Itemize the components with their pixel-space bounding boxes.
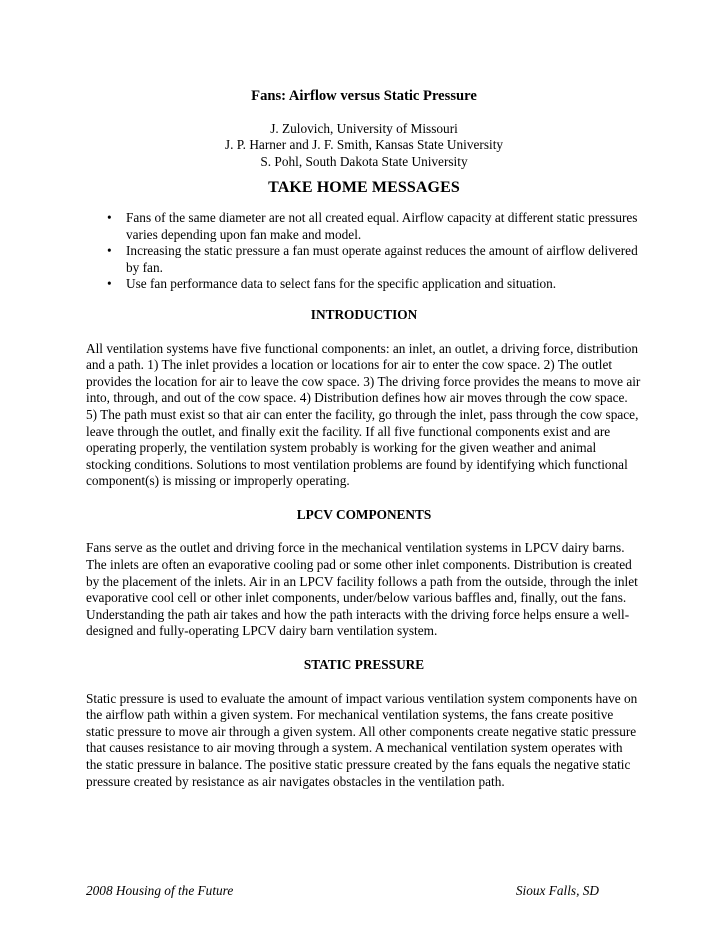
author-line: J. Zulovich, University of Missouri — [270, 120, 458, 136]
footer-left-text: 2008 Housing of the Future — [86, 883, 234, 898]
take-home-item-text: Fans of the same diameter are not all created equal. Airflow capacity at different static pressures varies depending upon fan make and model. — [126, 209, 638, 242]
bullet-icon: • — [107, 276, 112, 292]
take-home-item-text: Increasing the static pressure a fan must operate against reduces the amount of airflow delivered by fan. — [126, 243, 638, 275]
author-block — [86, 121, 642, 171]
static-pressure-heading: STATIC PRESSURE — [303, 657, 425, 673]
lpcv-components-heading: LPCV COMPONENTS — [296, 506, 432, 522]
introduction-heading: INTRODUCTION — [310, 306, 418, 322]
take-home-item — [107, 243, 642, 276]
footer-right-text: Sioux Falls, SD — [515, 883, 599, 898]
lpcv-components-paragraph: Fans serve as the outlet and driving force in the mechanical ventilation systems in LPCV dairy barns. The inlets are often an evaporative cooling pad or some other inlet components. Distribution is created by the placement of the inlets. Air in an LPCV facility follows a path from the outside, through the inlet evaporative cool cell or other inlet components, under/below various baffles and, finally, out the fans. Understanding the path air takes and how the path interacts with the driving force helps ensure a well-designed and fully-operating LPCV dairy barn ventilation system. — [86, 540, 638, 639]
take-home-item-text: Use fan performance data to select fans for the specific application and situation. — [126, 276, 557, 292]
take-home-item — [107, 276, 642, 293]
take-home-item — [107, 209, 642, 243]
document-page — [86, 88, 642, 807]
bullet-icon: • — [107, 243, 112, 259]
document-title: Fans: Airflow versus Static Pressure — [251, 88, 477, 104]
static-pressure-paragraph: Static pressure is used to evaluate the amount of impact various ventilation system components have on the airflow path within a given system. For mechanical ventilation systems, the fans create positive static pressure to move air through a given system. All other components create negative static pressure that causes resistance to air moving through a system. A mechanical ventilation system operates with the static pressure in balance. The positive static pressure created by the fans equals the negative static pressure created by resistance as air navigates obstacles in the ventilation path. — [86, 690, 638, 789]
bullet-icon: • — [107, 209, 112, 225]
introduction-paragraph: All ventilation systems have five functional components: an inlet, an outlet, a driving force, distribution and a path. 1) The inlet provides a location or locations for air to enter the cow space. 2) The outlet provides the location for air to leave the cow space. 3) The driving force provides the means to move air into, through, and out of the cow space. 4) Distribution defines how air moves through the cow space. 5) The path must exist so that air can enter the facility, go through the inlet, pass through the cow space, leave through the outlet, and finally exit the facility. If all five functional components exist and are operating properly, the ventilation system probably is working for the given weather and animal stocking conditions. Solutions to most ventilation problems are found by identifying which functional component(s) is missing or improperly operating. — [86, 340, 641, 489]
author-line: J. P. Harner and J. F. Smith, Kansas State University — [224, 137, 504, 153]
take-home-heading: TAKE HOME MESSAGES — [268, 179, 460, 197]
take-home-list — [86, 210, 642, 293]
author-line: S. Pohl, South Dakota State University — [260, 153, 468, 169]
